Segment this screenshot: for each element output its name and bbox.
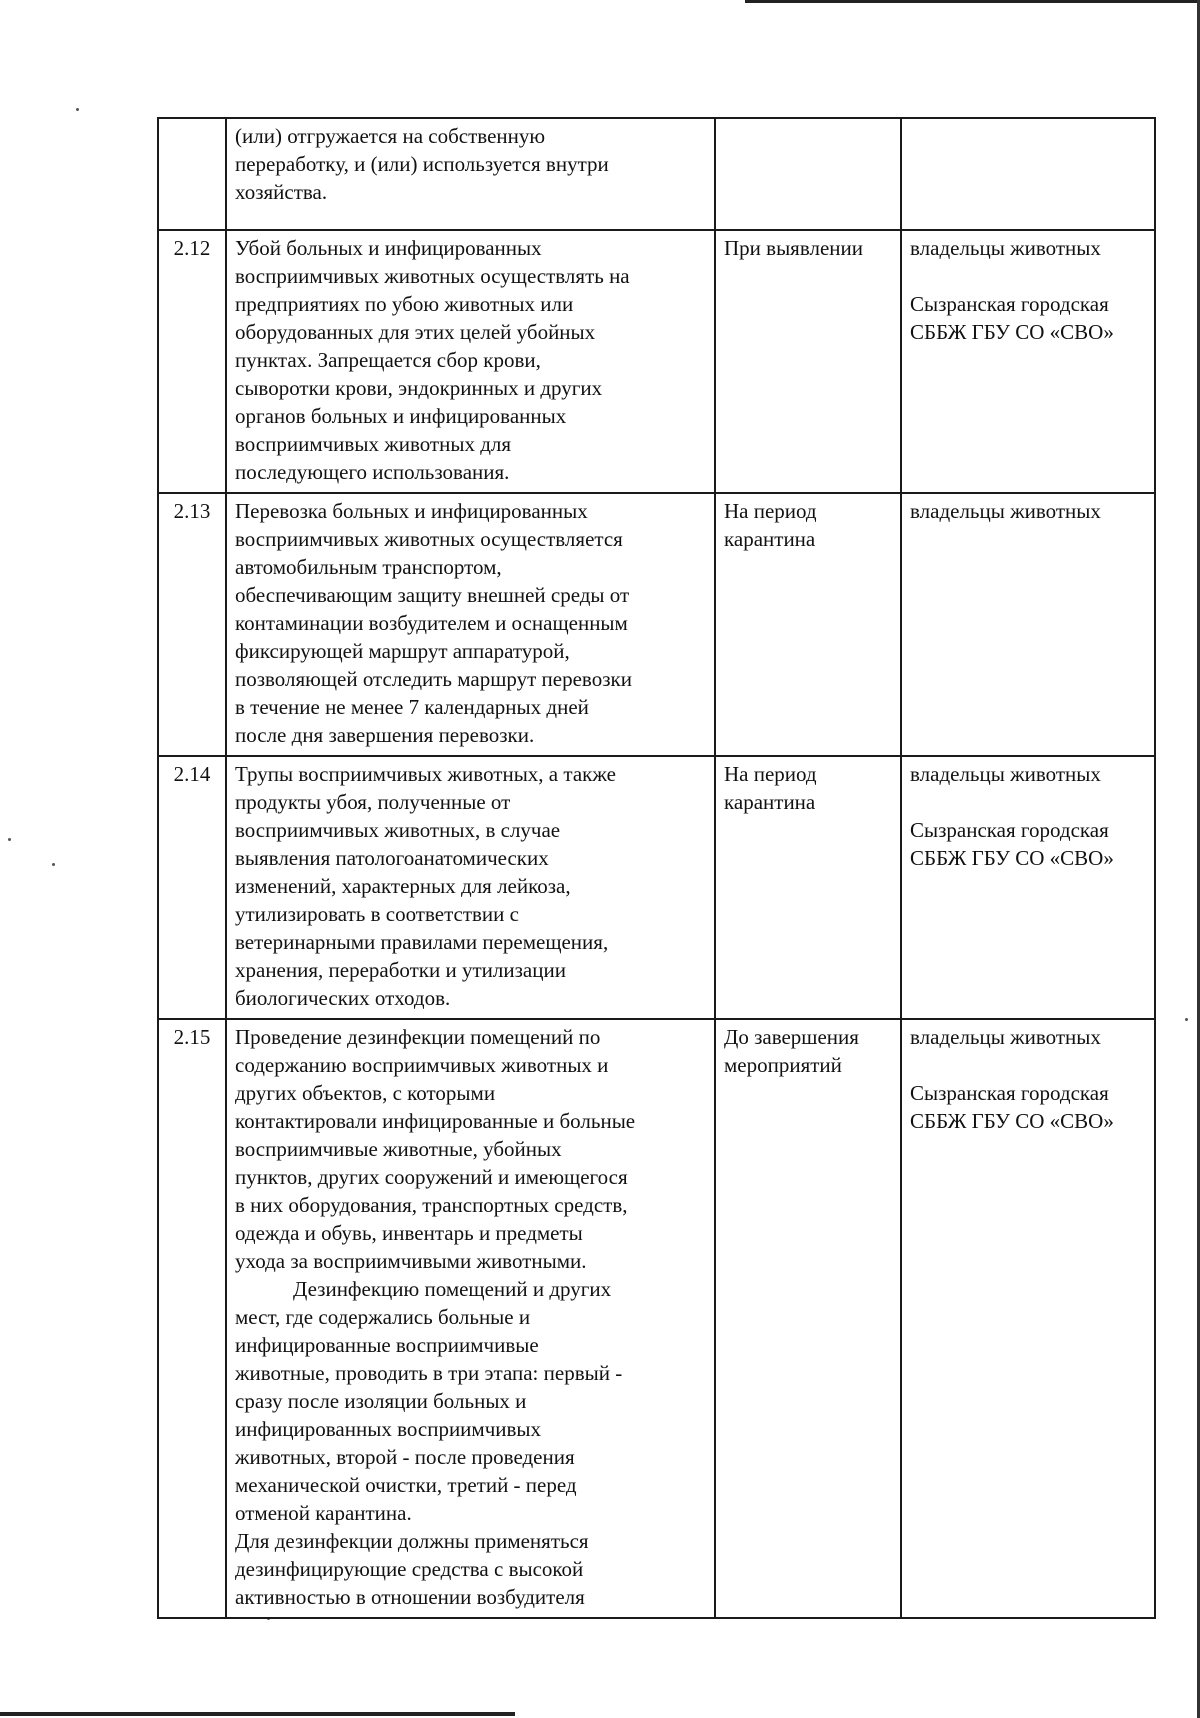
text-line: механической очистки, третий - перед [235, 1473, 577, 1497]
responsible-party: владельцы животных [910, 1025, 1101, 1049]
measures-table [157, 117, 1156, 1619]
text-line: контактировали инфицированные и больные [235, 1109, 636, 1133]
text-line: восприимчивые животные, убойных [235, 1137, 562, 1161]
text-line: Перевозка больных и инфицированных [235, 499, 588, 523]
spacer [910, 262, 1146, 290]
responsible-party: Сызранская городская СББЖ ГБУ СО «СВО» [910, 1081, 1114, 1133]
table-row [158, 756, 1155, 1019]
scan-speck [52, 863, 55, 866]
text-line: последующего использования. [235, 460, 510, 484]
text-line: утилизировать в соответствии с [235, 902, 519, 926]
responsible-cell [901, 118, 1155, 230]
row-number: 2.14 [158, 756, 226, 1019]
text-line: дезинфицирующие средства с высокой [235, 1557, 584, 1581]
responsible-party: владельцы животных [910, 762, 1101, 786]
text-line: содержанию восприимчивых животных и [235, 1053, 609, 1077]
measure-paragraph [235, 122, 706, 206]
text-line: продукты убоя, полученные от [235, 790, 511, 814]
text-line: ухода за восприимчивыми животными. [235, 1249, 587, 1273]
text-line: восприимчивых животных, в случае [235, 818, 561, 842]
table-row [158, 230, 1155, 493]
text-line: после дня завершения перевозки. [235, 723, 535, 747]
term-cell: При выявлении [715, 230, 901, 493]
table-row [158, 493, 1155, 756]
row-number: 2.12 [158, 230, 226, 493]
text-line: хранения, переработки и утилизации [235, 958, 566, 982]
text-line: оборудованных для этих целей убойных [235, 320, 596, 344]
table-row [158, 118, 1155, 230]
text-line: мест, где содержались больные и [235, 1305, 531, 1329]
measure-paragraph [235, 1275, 706, 1527]
text-line: одежда и обувь, инвентарь и предметы [235, 1221, 583, 1245]
measure-paragraph [235, 234, 706, 486]
text-line: инфицированные восприимчивые [235, 1333, 539, 1357]
text-line: активностью в отношении возбудителя [235, 1585, 585, 1609]
spacer [910, 122, 1146, 150]
text-line: в течение не менее 7 календарных дней [235, 695, 589, 719]
text-line: контаминации возбудителем и оснащенным [235, 611, 628, 635]
text-line: автомобильным транспортом, [235, 555, 502, 579]
measure-paragraph [235, 1023, 706, 1275]
text-line: сыворотки крови, эндокринных и других [235, 376, 603, 400]
spacer [910, 525, 1146, 553]
row-number [158, 118, 226, 230]
measure-text [226, 230, 715, 493]
scan-speck [76, 108, 79, 111]
responsible-party: владельцы животных [910, 499, 1101, 523]
text-line: переработку, и (или) используется внутри [235, 152, 609, 176]
measure-text [226, 1019, 715, 1618]
measure-text [226, 118, 715, 230]
responsible-party: владельцы животных [910, 236, 1101, 260]
text-line: отменой карантина. [235, 1501, 412, 1525]
row-number: 2.13 [158, 493, 226, 756]
scan-speck [1185, 1018, 1188, 1021]
text-line: Трупы восприимчивых животных, а также [235, 762, 616, 786]
scan-speck [8, 838, 11, 841]
text-line: Убой больных и инфицированных [235, 236, 542, 260]
table-row [158, 1019, 1155, 1618]
text-line: органов больных и инфицированных [235, 404, 567, 428]
responsible-party: Сызранская городская СББЖ ГБУ СО «СВО» [910, 292, 1114, 344]
row-number: 2.15 [158, 1019, 226, 1618]
responsible-cell [901, 756, 1155, 1019]
text-line: позволяющей отследить маршрут перевозки [235, 667, 632, 691]
responsible-cell [901, 230, 1155, 493]
text-line: Проведение дезинфекции помещений по [235, 1025, 601, 1049]
text-line: инфицированных восприимчивых [235, 1417, 542, 1441]
measure-paragraph [235, 497, 706, 749]
term-cell [715, 118, 901, 230]
term-cell: На период карантина [715, 493, 901, 756]
spacer [910, 1051, 1146, 1079]
responsible-cell [901, 493, 1155, 756]
text-line: предприятиях по убою животных или [235, 292, 574, 316]
text-line: восприимчивых животных для [235, 432, 512, 456]
text-line: ветеринарными правилами перемещения, [235, 930, 609, 954]
scan-edge-top [745, 0, 1200, 3]
measure-paragraph [235, 1527, 706, 1611]
measures-table-body [158, 118, 1155, 1618]
text-line: восприимчивых животных осуществлять на [235, 264, 630, 288]
text-line: Для дезинфекции должны применяться [235, 1529, 589, 1553]
text-line: животные, проводить в три этапа: первый - [235, 1361, 623, 1385]
text-line: других объектов, с которыми [235, 1081, 496, 1105]
measure-text [226, 493, 715, 756]
text-line: восприимчивых животных осуществляется [235, 527, 623, 551]
text-line: выявления патологоанатомических [235, 846, 549, 870]
term-cell: До завершения мероприятий [715, 1019, 901, 1618]
scan-edge-bottom [0, 1712, 515, 1716]
text-line: хозяйства. [235, 180, 328, 204]
text-line: биологических отходов. [235, 986, 451, 1010]
term-cell: На период карантина [715, 756, 901, 1019]
text-line: пунктах. Запрещается сбор крови, [235, 348, 541, 372]
text-line: пунктов, других сооружений и имеющегося [235, 1165, 628, 1189]
text-line: обеспечивающим защиту внешней среды от [235, 583, 630, 607]
responsible-cell [901, 1019, 1155, 1618]
text-line: в них оборудования, транспортных средств, [235, 1193, 628, 1217]
text-line: фиксирующей маршрут аппаратурой, [235, 639, 570, 663]
spacer [910, 788, 1146, 816]
measure-paragraph [235, 760, 706, 1012]
text-line: сразу после изоляции больных и [235, 1389, 527, 1413]
text-line: Дезинфекцию помещений и других [293, 1277, 612, 1301]
text-line: изменений, характерных для лейкоза, [235, 874, 571, 898]
responsible-party: Сызранская городская СББЖ ГБУ СО «СВО» [910, 818, 1114, 870]
text-line: (или) отгружается на собственную [235, 124, 546, 148]
measure-text [226, 756, 715, 1019]
text-line: животных, второй - после проведения [235, 1445, 575, 1469]
